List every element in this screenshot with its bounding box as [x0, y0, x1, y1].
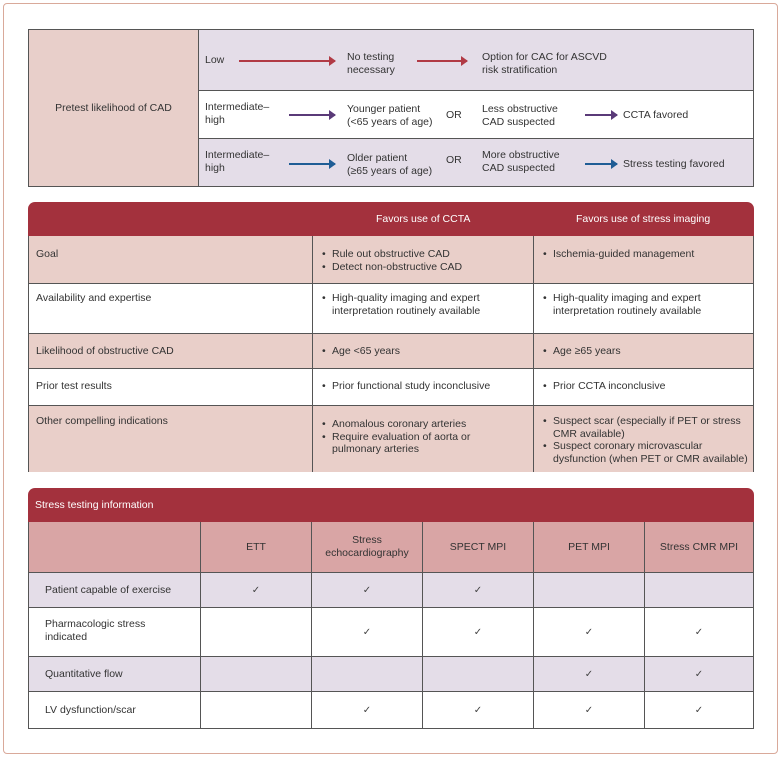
cell-stress-cmr-mpi [644, 657, 753, 691]
check-icon: ✓ [694, 704, 704, 716]
list-item: • High-quality imaging and expert interpretation routinely available [538, 292, 753, 317]
stress-testing-body [28, 522, 754, 729]
ccta-goal-list [317, 248, 527, 273]
likelihood-intermediate-high: Intermediate– high [205, 149, 270, 174]
older-patient-row [199, 139, 753, 186]
cac-option-text: Option for CAC for ASCVD risk stratification [482, 51, 607, 76]
table-row [29, 368, 753, 405]
stress-cell [533, 406, 748, 472]
row-label-likelihood: Likelihood of obstructive CAD [36, 345, 174, 357]
check-icon: ✓ [473, 704, 483, 716]
list-item: • Age ≥65 years [538, 345, 748, 358]
likelihood-intermediate-high: Intermediate– high [205, 101, 270, 126]
cell-pet-mpi [533, 573, 644, 607]
table-row [29, 572, 753, 607]
row-label-availability: Availability and expertise [36, 292, 152, 304]
pretest-likelihood-panel [28, 29, 754, 187]
less-obstructive-text: Less obstructive CAD suspected [482, 103, 558, 128]
ccta-availability-list [317, 292, 532, 317]
check-icon: ✓ [362, 704, 372, 716]
col-pet-mpi: PET MPI [533, 522, 644, 572]
cell-spect-mpi [422, 573, 533, 607]
more-obstructive-text: More obstructive CAD suspected [482, 149, 560, 174]
stress-other-list [538, 415, 756, 465]
purple-arrow-icon [289, 114, 335, 116]
stress-testing-header [28, 488, 754, 522]
stress-cell [533, 236, 695, 283]
ccta-cell [312, 334, 401, 368]
stress-testing-title: Stress testing information [35, 499, 154, 511]
ccta-other-list [317, 418, 527, 456]
ccta-vs-stress-table [28, 202, 754, 472]
red-arrow-icon [239, 60, 335, 62]
stress-prior-list [538, 380, 748, 393]
table-row [29, 283, 753, 333]
cell-ett [200, 608, 311, 656]
cell-spect-mpi [422, 657, 533, 691]
cell-spect-mpi [422, 692, 533, 728]
col-ett: ETT [200, 522, 311, 572]
header-favors-stress: Favors use of stress imaging [576, 213, 711, 225]
row-label-prior-tests: Prior test results [36, 380, 112, 392]
cell-pet-mpi [533, 657, 644, 691]
col-stress-echo: Stress echocardiography [311, 522, 422, 572]
list-item: • High-quality imaging and expert interpretation routinely available [317, 292, 532, 317]
younger-patient-text: Younger patient (<65 years of age) [347, 103, 433, 128]
cell-spect-mpi [422, 608, 533, 656]
table-row [29, 607, 753, 656]
check-icon: ✓ [473, 626, 483, 638]
stress-testing-favored-text: Stress testing favored [623, 158, 725, 170]
row-label-lv-dysfunction: LV dysfunction/scar [45, 704, 136, 716]
row-label-quantitative-flow: Quantitative flow [45, 668, 123, 680]
younger-patient-row [199, 91, 753, 139]
row-label-exercise: Patient capable of exercise [45, 584, 172, 596]
cell-ett [200, 692, 311, 728]
list-item: • Age <65 years [317, 345, 527, 358]
ccta-vs-stress-body [28, 236, 754, 472]
row-label-goal: Goal [36, 248, 59, 260]
ccta-cell [312, 284, 481, 333]
check-icon: ✓ [694, 626, 704, 638]
older-patient-text: Older patient (≥65 years of age) [347, 152, 433, 177]
list-item: • Prior functional study inconclusive [317, 380, 527, 393]
cell-pet-mpi [533, 692, 644, 728]
ccta-likelihood-list [317, 345, 527, 358]
header-favors-ccta: Favors use of CCTA [376, 213, 471, 225]
pretest-likelihood-label: Pretest likelihood of CAD [55, 102, 172, 114]
col-spect-mpi: SPECT MPI [422, 522, 533, 572]
check-icon: ✓ [473, 584, 483, 596]
stress-cell [533, 284, 702, 333]
check-icon: ✓ [251, 584, 261, 596]
low-likelihood-row [199, 30, 753, 91]
table-row [29, 333, 753, 368]
list-item: • Ischemia-guided management [538, 248, 748, 261]
column-header-row [29, 522, 753, 572]
list-item: • Detect non-obstructive CAD [317, 261, 527, 274]
blue-arrow-icon [585, 163, 617, 165]
check-icon: ✓ [584, 668, 594, 680]
cell-ett [200, 573, 311, 607]
purple-arrow-icon [585, 114, 617, 116]
row-label-pharmacologic: Pharmacologic stress indicated [45, 618, 146, 643]
cell-pet-mpi [533, 608, 644, 656]
no-testing-text: No testing necessary [347, 51, 395, 76]
check-icon: ✓ [584, 704, 594, 716]
col-stress-cmr-mpi: Stress CMR MPI [644, 522, 753, 572]
ccta-cell [312, 406, 471, 472]
cell-stress-cmr-mpi [644, 608, 753, 656]
stress-cell [533, 334, 621, 368]
stress-cell [533, 369, 666, 405]
check-icon: ✓ [694, 668, 704, 680]
or-text: OR [446, 109, 462, 121]
blue-arrow-icon [289, 163, 335, 165]
list-item: • Prior CCTA inconclusive [538, 380, 748, 393]
stress-goal-list [538, 248, 748, 261]
cell-stress-echo [311, 657, 422, 691]
list-item: • Rule out obstructive CAD [317, 248, 527, 261]
cell-stress-echo [311, 692, 422, 728]
pretest-likelihood-label-cell [29, 30, 199, 186]
check-icon: ✓ [362, 584, 372, 596]
table-row [29, 656, 753, 691]
list-item: • Anomalous coronary arteries [317, 418, 527, 431]
list-item: • Require evaluation of aorta or pulmonary arteries [317, 431, 527, 456]
red-arrow-icon [417, 60, 467, 62]
table-row [29, 405, 753, 472]
stress-likelihood-list [538, 345, 748, 358]
list-item: • Suspect coronary microvascular dysfunction (when PET or CMR available) [538, 440, 756, 465]
stress-availability-list [538, 292, 753, 317]
cell-stress-echo [311, 573, 422, 607]
ccta-favored-text: CCTA favored [623, 109, 689, 121]
ccta-vs-stress-header [28, 202, 754, 236]
stress-testing-table [28, 488, 754, 729]
cell-stress-cmr-mpi [644, 692, 753, 728]
ccta-cell [312, 369, 491, 405]
ccta-prior-list [317, 380, 527, 393]
cell-ett [200, 657, 311, 691]
row-label-other: Other compelling indications [36, 415, 168, 427]
check-icon: ✓ [362, 626, 372, 638]
table-row [29, 236, 753, 283]
list-item: • Suspect scar (especially if PET or stress CMR available) [538, 415, 756, 440]
ccta-cell [312, 236, 463, 283]
cell-stress-cmr-mpi [644, 573, 753, 607]
cell-stress-echo [311, 608, 422, 656]
table-row [29, 691, 753, 728]
check-icon: ✓ [584, 626, 594, 638]
or-text: OR [446, 154, 462, 166]
likelihood-low: Low [205, 54, 225, 66]
